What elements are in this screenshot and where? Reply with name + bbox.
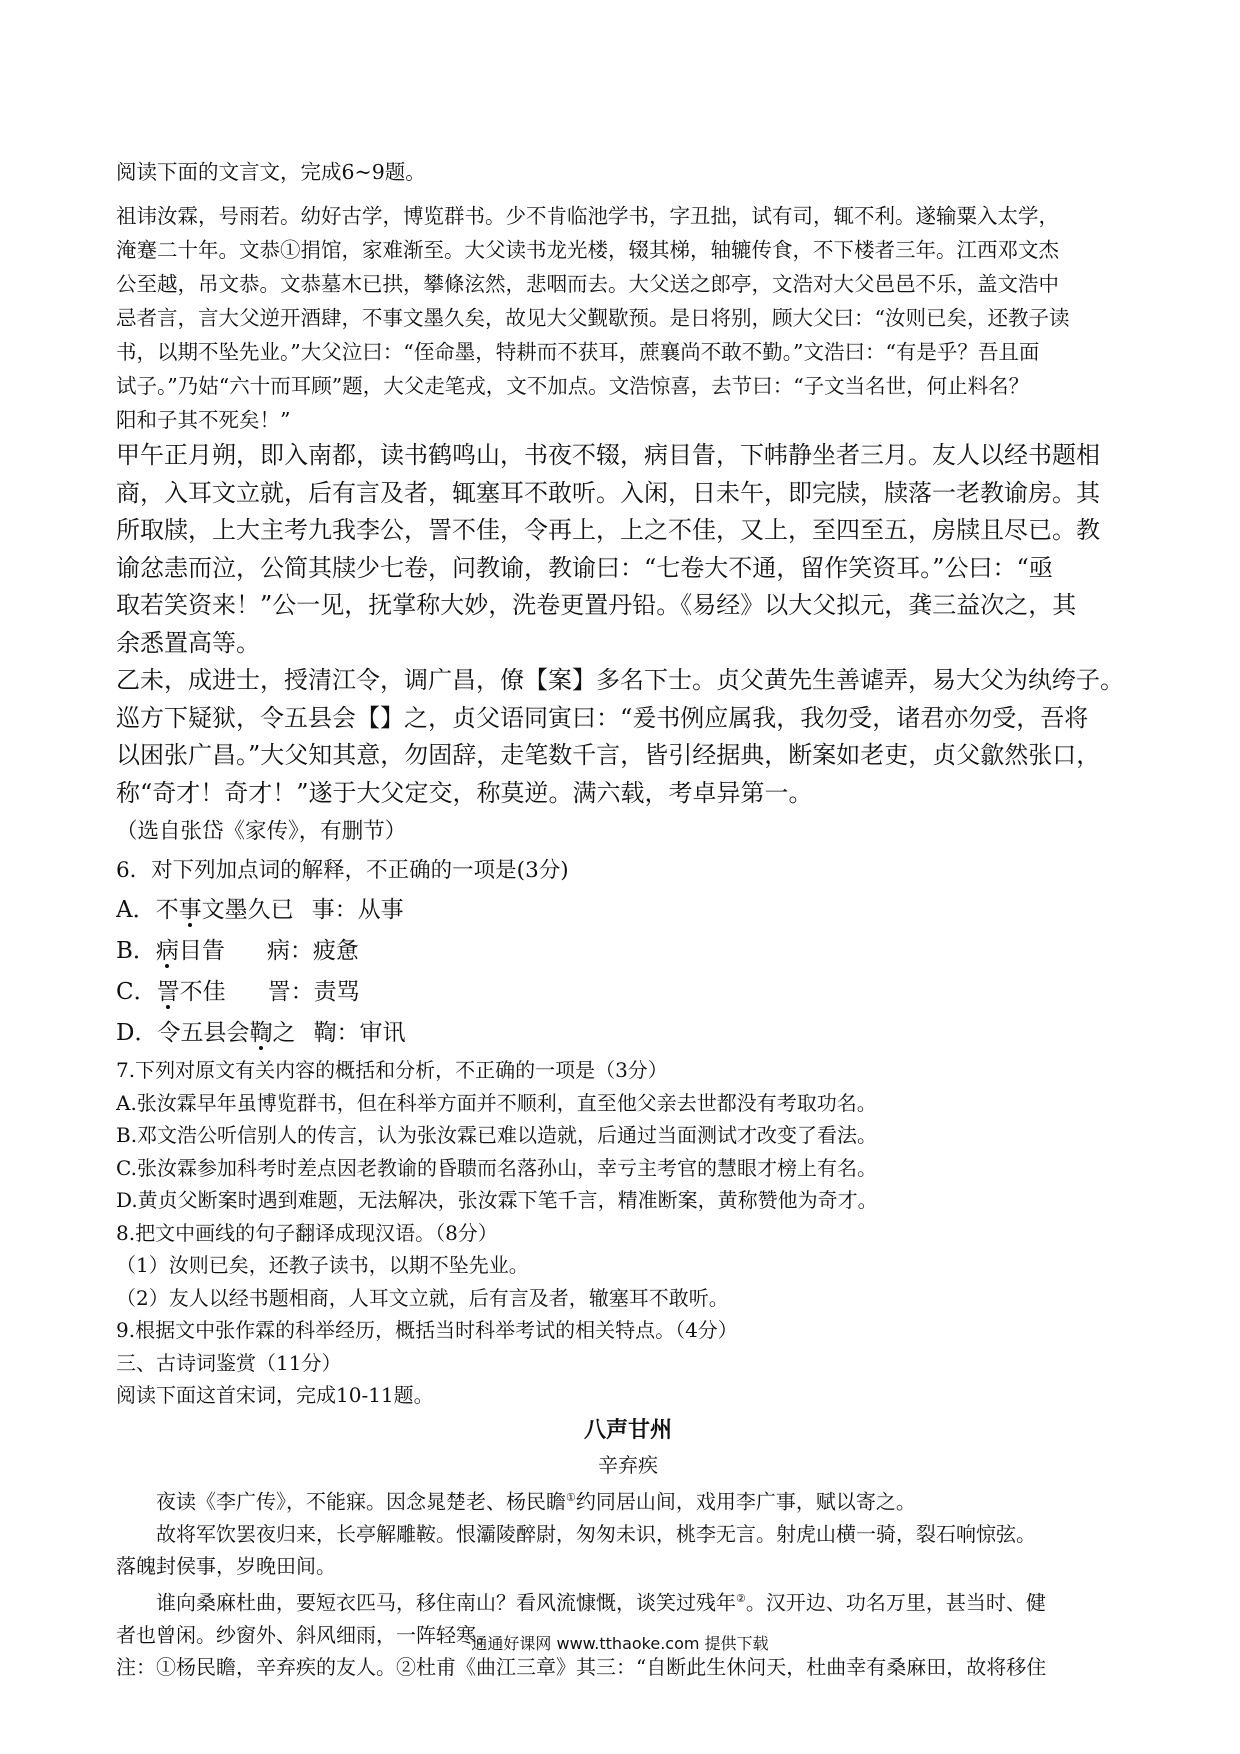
option-gloss: 病：疲惫 — [266, 938, 359, 964]
passage-paragraph-1 — [116, 199, 1140, 437]
poem-note: 注：①杨民瞻，辛弃疾的友人。②杜甫《曲江三章》其三：“自断此生休问天，杜曲幸有桑麻田，故将移住 — [116, 1655, 1047, 1680]
question-6-stem: 6．对下列加点词的解释，不正确的一项是(3分) — [116, 858, 569, 883]
question-6-option-b — [116, 931, 1140, 972]
option-gloss: 事：从事 — [311, 897, 404, 923]
poem-preface — [116, 1482, 1140, 1518]
passage-line: 商，入耳文立就，后有言及者，辄塞耳不敢听。入闲，日未午，即完牍，牍落一老教谕房。其 — [116, 478, 1100, 507]
option-text-post: 目眚 — [178, 938, 225, 964]
passage-source: （选自张岱《家传》，有删节） — [116, 819, 407, 844]
passage-line: 淹蹇二十年。文恭①捐馆，家难渐至。大父读书龙光楼，辍其梯，轴辘传食，不下楼者三年。江西邓文杰 — [116, 238, 1059, 262]
passage-line: 称“奇才！奇才！”遂于大父定交，称莫逆。满六载，考卓异第一。 — [116, 778, 813, 807]
poem-author: 辛弃疾 — [598, 1452, 658, 1477]
passage-line: 祖讳汝霖，号雨若。幼好古学，博览群书。少不肯临池学书，字丑拙，试有司，辄不利。遂输粟入太学， — [116, 204, 1059, 228]
passage-line: 忌者言，言大父逆开酒肆，不事文墨久矣，故见大父觐歇预。是日将别，顾大父曰：“汝则已矣，还教子读 — [116, 306, 1070, 330]
option-letter: B． — [116, 938, 156, 964]
question-8-item-2: （2）友人以经书题相商，人耳文立就，后有言及者，辙塞耳不敢听。 — [116, 1285, 729, 1310]
dotted-word: 詈 — [156, 979, 180, 1005]
section-3-heading: 三、古诗词鉴赏（11分） — [116, 1350, 342, 1375]
passage-line: 甲午正月朔，即入南都，读书鹤鸣山，书夜不辍，病目眚，下帏静坐者三月。友人以经书题相 — [116, 441, 1100, 469]
passage-line: 所取牍，上大主考九我李公，詈不佳，令再上，上之不佳，又上，至四至五，房牍且尽已。教 — [116, 516, 1100, 544]
option-letter: D． — [116, 1020, 158, 1046]
question-9-stem: 9.根据文中张作霖的科举经历，概括当时科举考试的相关特点。（4分） — [116, 1318, 738, 1342]
option-letter: C． — [116, 979, 157, 1005]
passage-line: 余悉置高等。 — [116, 628, 260, 657]
dotted-word: 事 — [178, 897, 202, 923]
question-6-option-d — [116, 1013, 1140, 1054]
passage-line: 阳和子其不死矣！” — [116, 408, 291, 432]
dotted-word: 病 — [155, 938, 179, 964]
question-7-option-a: A.张汝霖早年虽博览群书，但在科举方面并不顺利，直至他父亲去世都没有考取功名。 — [116, 1090, 877, 1115]
preface-text: 夜读《李广传》，不能寐。因念晁楚老、杨民瞻 — [156, 1489, 566, 1514]
passage-line: 取若笑资来！”公一见，抚掌称大妙，洗卷更置丹铅。《易经》以大父拟元，龚三益次之，其 — [116, 591, 1077, 619]
option-letter: A． — [116, 897, 156, 923]
option-gloss: 詈：责骂 — [267, 979, 360, 1005]
stanza-text: 谁向桑麻杜曲，要短衣匹马，移住南山？看风流慷慨，谈笑过残年 — [156, 1590, 736, 1615]
option-text-post: 不佳 — [179, 979, 226, 1005]
page-footer: 通通好课网 www.tthaoke.com 提供下载 — [471, 1634, 769, 1653]
preface-text: 约同居山间，戏用李广事，赋以寄之。 — [575, 1489, 916, 1514]
poem-title: 八声甘州 — [583, 1416, 672, 1443]
option-text-post: 之 — [272, 1020, 296, 1046]
footnote-marker: ① — [566, 1490, 576, 1504]
stanza-text: 。汉开边、功名万里，甚当时、健 — [745, 1590, 1046, 1615]
question-6-option-c — [116, 972, 1140, 1013]
question-7-stem: 7.下列对原文有关内容的概括和分析，不正确的一项是（3分） — [116, 1058, 668, 1082]
option-text-pre: 令五县会 — [157, 1020, 250, 1046]
poem-stanza-2-line-2: 者也曾闲。纱窗外、斜风细雨，一阵轻寒。 — [116, 1622, 496, 1647]
question-7-option-c: C.张汝霖参加科考时差点因老教谕的昏聩而名落孙山，幸亏主考官的慧眼才榜上有名。 — [116, 1155, 877, 1180]
option-gloss: 鞫：审讯 — [313, 1020, 406, 1046]
question-6-option-a — [116, 890, 1140, 931]
passage-line: 谕忿恚而泣，公简其牍少七卷，问教谕，教谕曰：“七卷大不通，留作笑资耳。”公曰：“亟 — [116, 553, 1053, 582]
exam-page — [116, 155, 1140, 1684]
option-text-pre: 不 — [155, 897, 179, 923]
poem-stanza-1-line-1: 故将军饮罢夜归来，长亭解雕鞍。恨灞陵醉尉，匆匆未识，桃李无言。射虎山横一骑，裂石响惊弦。 — [156, 1521, 1036, 1546]
passage-line: 书，以期不坠先业。”大父泣曰：“侄命墨，特耕而不获耳，蔗襄尚不敢不勤。”文浩曰：“有是乎？吾且面 — [116, 340, 1040, 364]
poem-stanza-1-line-2: 落魄封侯事，岁晚田间。 — [116, 1554, 336, 1579]
question-8-item-1: （1）汝则已矣，还教子读书，以期不坠先业。 — [116, 1253, 529, 1277]
dotted-word: 鞫 — [249, 1020, 273, 1046]
question-8-stem: 8.把文中画线的句子翻译成现汉语。（8分） — [116, 1220, 498, 1245]
option-text-post: 文墨久已 — [201, 897, 294, 923]
footnote-marker: ② — [736, 1591, 746, 1605]
passage-line: 以困张广昌。”大父知其意，勿固辞，走笔数千言，皆引经据典，断案如老吏，贞父歙然张口， — [116, 741, 1101, 769]
passage-line: 公至越，吊文恭。文恭墓木已拱，攀條泫然，悲咽而去。大父送之郎亭，文浩对大父邑邑不乐，盖文浩中 — [116, 272, 1059, 296]
question-7-option-b: B.邓文浩公听信别人的传言，认为张汝霖已难以造就，后通过当面测试才改变了看法。 — [116, 1123, 878, 1147]
question-7-option-d: D.黄贞父断案时遇到难题，无法解决，张汝霖下笔千言，精准断案，黄称赞他为奇才。 — [116, 1188, 878, 1212]
passage-line: 乙未，成进士，授清江令，调广昌，僚【案】多名下士。贞父黄先生善谑弄，易大父为纨绔子。 — [116, 666, 1124, 694]
passage-paragraph-3 — [116, 662, 1140, 812]
poem-instruction: 阅读下面这首宋词，完成10-11题。 — [116, 1383, 434, 1407]
passage-line: 试子。”乃姑“六十而耳顾”题，大父走笔戎，文不加点。文浩惊喜，去节曰：“子文当名世，何止料名？ — [116, 374, 1030, 398]
passage-paragraph-2 — [116, 437, 1140, 662]
reading-instruction: 阅读下面的文言文，完成6~9题。 — [116, 160, 426, 184]
passage-line: 巡方下疑狱，令五县会【】之，贞父语同寅曰：“爰书例应属我，我勿受，诸君亦勿受，吾将 — [116, 703, 1089, 732]
poem-stanza-2-line-1 — [116, 1583, 1140, 1619]
